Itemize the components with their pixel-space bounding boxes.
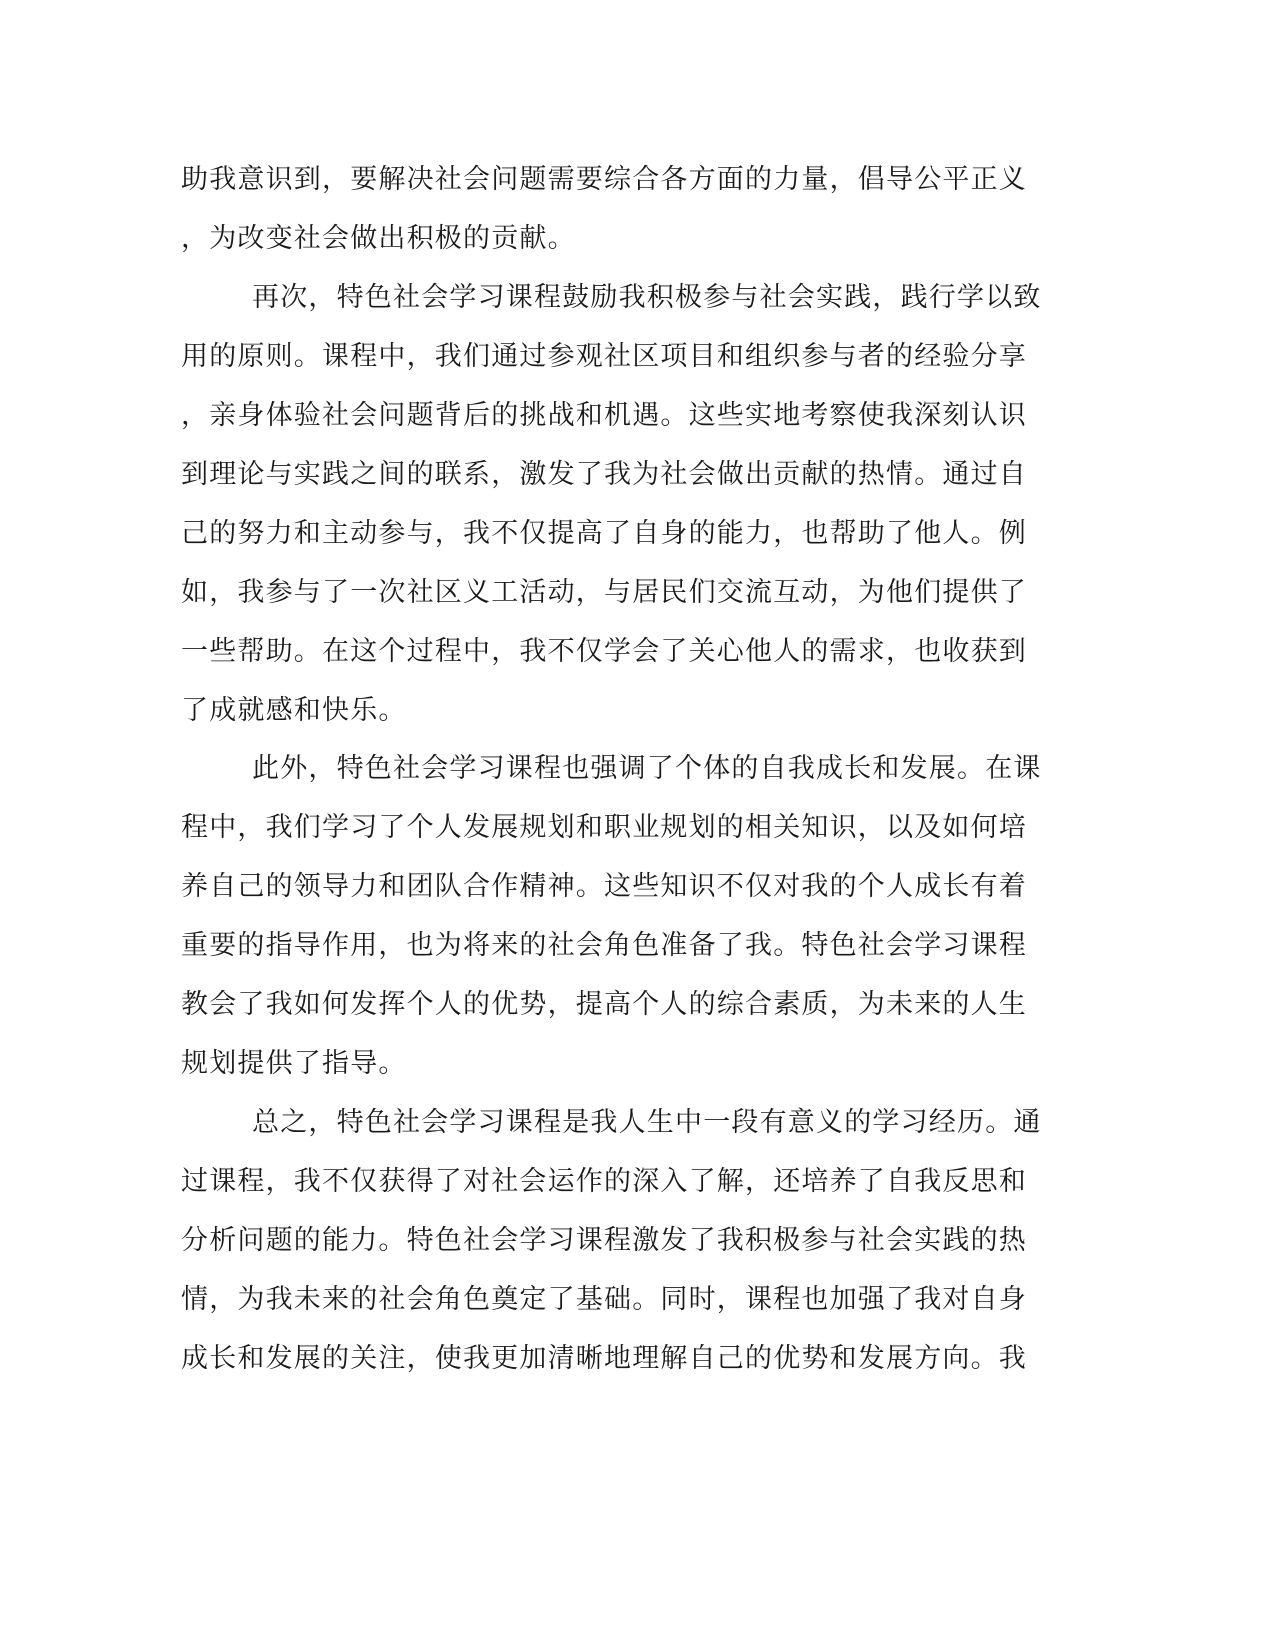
text-line: 程中，我们学习了个人发展规划和职业规划的相关知识，以及如何培	[181, 812, 1027, 843]
text-line: 成长和发展的关注，使我更加清晰地理解自己的优势和发展方向。我	[181, 1343, 1027, 1374]
paragraph-start-line: 此外，特色社会学习课程也强调了个体的自我成长和发展。在课	[252, 753, 1042, 784]
text-line: 养自己的领导力和团队合作精神。这些知识不仅对我的个人成长有着	[181, 871, 1027, 902]
text-line: 如，我参与了一次社区义工活动，与居民们交流互动，为他们提供了	[181, 577, 1027, 608]
text-line: 一些帮助。在这个过程中，我不仅学会了关心他人的需求，也收获到	[181, 636, 1027, 667]
text-line: 了成就感和快乐。	[181, 695, 407, 726]
paragraph-start-line: 总之，特色社会学习课程是我人生中一段有意义的学习经历。通	[252, 1107, 1042, 1138]
paragraph-start-line: 再次，特色社会学习课程鼓励我积极参与社会实践，践行学以致	[252, 282, 1042, 313]
text-line: 教会了我如何发挥个人的优势，提高个人的综合素质，为未来的人生	[181, 989, 1027, 1020]
text-line: ，为改变社会做出积极的贡献。	[181, 223, 576, 254]
text-line: 规划提供了指导。	[181, 1048, 407, 1079]
text-line: 助我意识到，要解决社会问题需要综合各方面的力量，倡导公平正义	[181, 164, 1027, 195]
text-line: ，亲身体验社会问题背后的挑战和机遇。这些实地考察使我深刻认识	[181, 400, 1027, 431]
text-line: 过课程，我不仅获得了对社会运作的深入了解，还培养了自我反思和	[181, 1166, 1027, 1197]
text-line: 重要的指导作用，也为将来的社会角色准备了我。特色社会学习课程	[181, 930, 1027, 961]
text-line: 用的原则。课程中，我们通过参观社区项目和组织参与者的经验分享	[181, 341, 1027, 372]
text-line: 情，为我未来的社会角色奠定了基础。同时，课程也加强了我对自身	[181, 1284, 1027, 1315]
text-line: 到理论与实践之间的联系，激发了我为社会做出贡献的热情。通过自	[181, 459, 1027, 490]
text-line: 分析问题的能力。特色社会学习课程激发了我积极参与社会实践的热	[181, 1225, 1027, 1256]
text-line: 己的努力和主动参与，我不仅提高了自身的能力，也帮助了他人。例	[181, 518, 1027, 549]
